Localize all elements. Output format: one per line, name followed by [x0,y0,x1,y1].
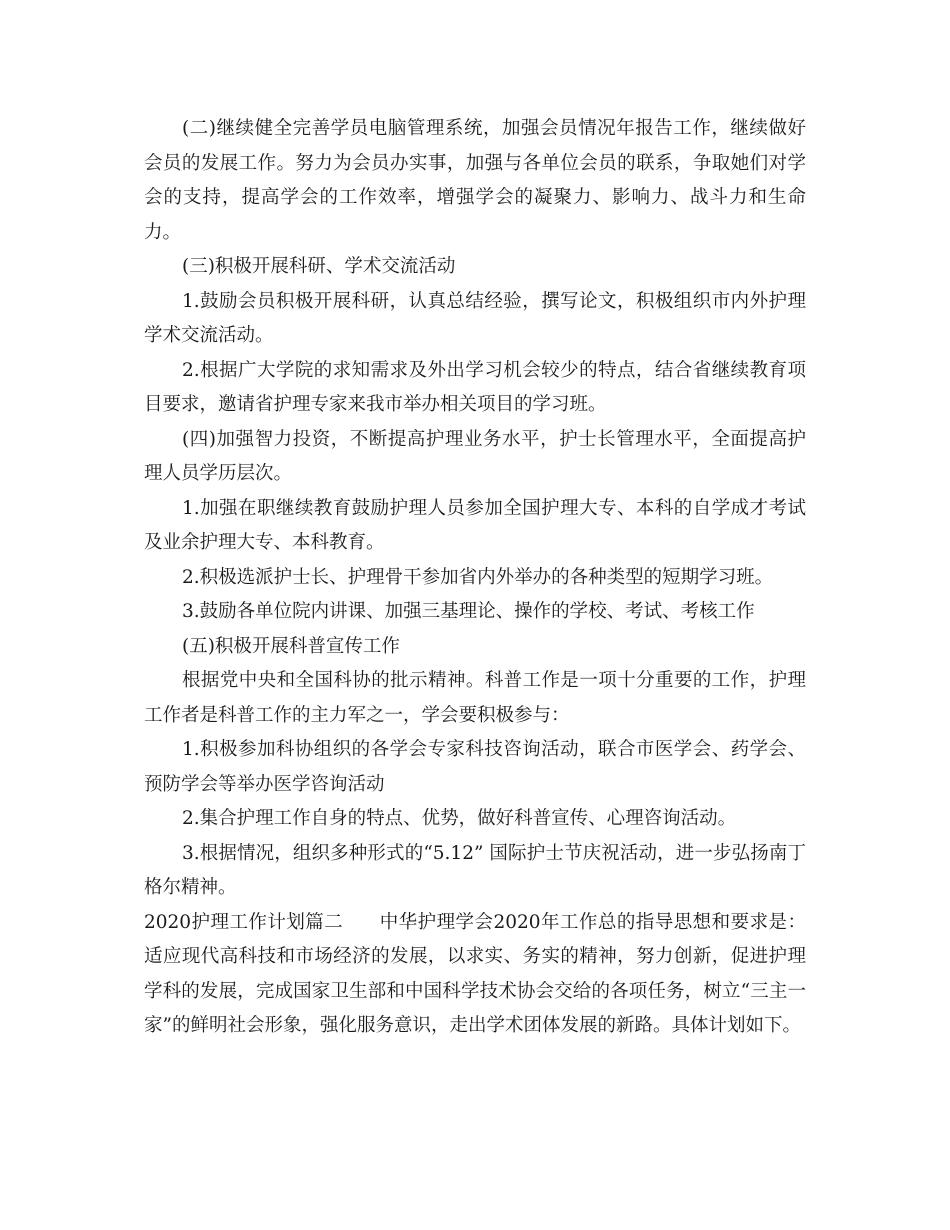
paragraph-education-2: 2.积极选派护士长、护理骨干参加省内外举办的各种类型的短期学习班。 [182,566,774,588]
paragraph-research-2: 2.根据广大学院的求知需求及外出学习机会较少的特点，结合省继续教育项目要求，邀请省护理专家来我市举办相关项目的学习班。 [144,359,806,415]
paragraph-education-3: 3.鼓励各单位院内讲课、加强三基理论、操作的学校、考试、考核工作 [182,601,755,622]
paragraph-science-2: 2.集合护理工作自身的特点、优势，做好科普宣传、心理咨询活动。 [182,808,737,829]
paragraph-membership-system: (二)继续健全完善学员电脑管理系统，加强会员情况年报告工作，继续做好会员的发展工作。努力为会员办实事，加强与各单位会员的联系，争取她们对学会的支持，提高学会的工作效率，增强学会的凝聚力、影响力、战斗力和生命力。 [144,118,806,243]
paragraph-research-1: 1.鼓励会员积极开展科研，认真总结经验，撰写论文，积极组织市内外护理学术交流活动。 [144,290,806,346]
section-heading: 2020护理工作计划篇二 [144,911,344,933]
document-body [144,112,806,1044]
section-body: 中华护理学会2020年工作总的指导思想和要求是：适应现代高科技和市场经济的发展，以求实、务实的精神，努力创新，促进护理学科的发展，完成国家卫生部和中国科学技术协会交给的各项任务，树立“三主一家”的鲜明社会形象，强化服务意识，走出学术团体发展的新路。具体计划如下。 [144,911,806,1036]
heading-science-popularization: (五)积极开展科普宣传工作 [182,635,400,657]
paragraph-science-3: 3.根据情况，组织多种形式的“5.12” 国际护士节庆祝活动，进一步弘扬南丁格尔精神。 [144,842,806,898]
paragraph-science-intro: 根据党中央和全国科协的批示精神。科普工作是一项十分重要的工作，护理工作者是科普工作的主力军之一，学会要积极参与： [144,670,806,726]
paragraph-education-1: 1.加强在职继续教育鼓励护理人员参加全国护理大专、本科的自学成才考试及业余护理大专、本科教育。 [144,497,806,553]
heading-research-exchange: (三)积极开展科研、学术交流活动 [182,256,456,277]
heading-intellectual-investment: (四)加强智力投资，不断提高护理业务水平，护士长管理水平，全面提高护理人员学历层次。 [144,428,806,484]
section-two-paragraph [144,906,806,1044]
paragraph-science-1: 1.积极参加科协组织的各学会专家科技咨询活动，联合市医学会、药学会、预防学会等举办医学咨询活动 [144,739,806,795]
